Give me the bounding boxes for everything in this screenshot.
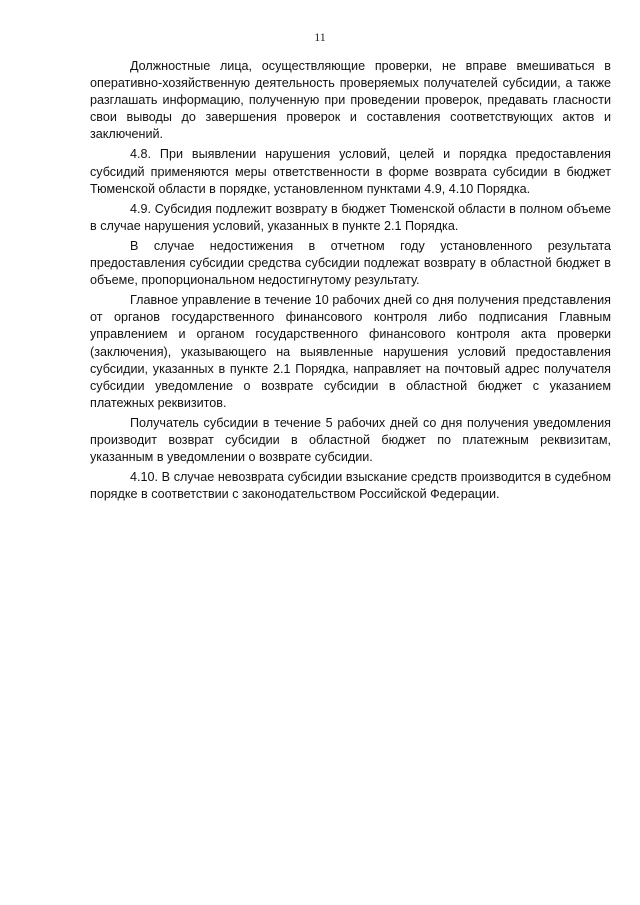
- paragraph-4-8: 4.8. При выявлении нарушения условий, целей и порядка предоставления субсидий применяются меры ответственности в форме возврата субсидии в бюджет Тюменской области в порядке, установленном пунктами 4.9, 4.10 Порядка.: [90, 147, 611, 196]
- paragraph-result-shortfall: В случае недостижения в отчетном году установленного результата предоставления субсидии средства субсидии подлежат возврату в областной бюджет в объеме, пропорциональном недостигнутому результату.: [90, 238, 611, 288]
- paragraph-4-9: 4.9. Субсидия подлежит возврату в бюджет Тюменской области в полном объеме в случае нарушения условий, указанных в пункте 2.1 Порядка.: [90, 201, 611, 233]
- document-body: [90, 58, 611, 506]
- paragraph-officials-restrictions: Должностные лица, осуществляющие проверки, не вправе вмешиваться в оперативно-хозяйственную деятельность проверяемых получателей субсидии, а также разглашать информацию, полученную при проведении проверок, предавать гласности свои выводы до завершения проверок и составления соответствующих актов и заключений.: [90, 59, 611, 142]
- paragraph-main-directorate-notice: Главное управление в течение 10 рабочих дней со дня получения представления от органов государственного финансового контроля либо подписания Главным управлением и органом государственного финансового контроля акта проверки (заключения), указывающего на выявленные нарушения условий предоставления субсидии, указанных в пункте 2.1 Порядка, направляет на почтовый адрес получателя субсидии уведомление о возврате субсидии в областной бюджет с указанием платежных реквизитов.: [90, 293, 611, 410]
- paragraph-recipient-refund: Получатель субсидии в течение 5 рабочих дней со дня получения уведомления производит возврат субсидии в областной бюджет по платежным реквизитам, указанным в уведомлении о возврате субсидии.: [90, 415, 611, 465]
- page-number: 11: [314, 30, 326, 44]
- paragraph-4-10: 4.10. В случае невозврата субсидии взыскание средств производится в судебном порядке в соответствии с законодательством Российской Федерации.: [90, 470, 611, 502]
